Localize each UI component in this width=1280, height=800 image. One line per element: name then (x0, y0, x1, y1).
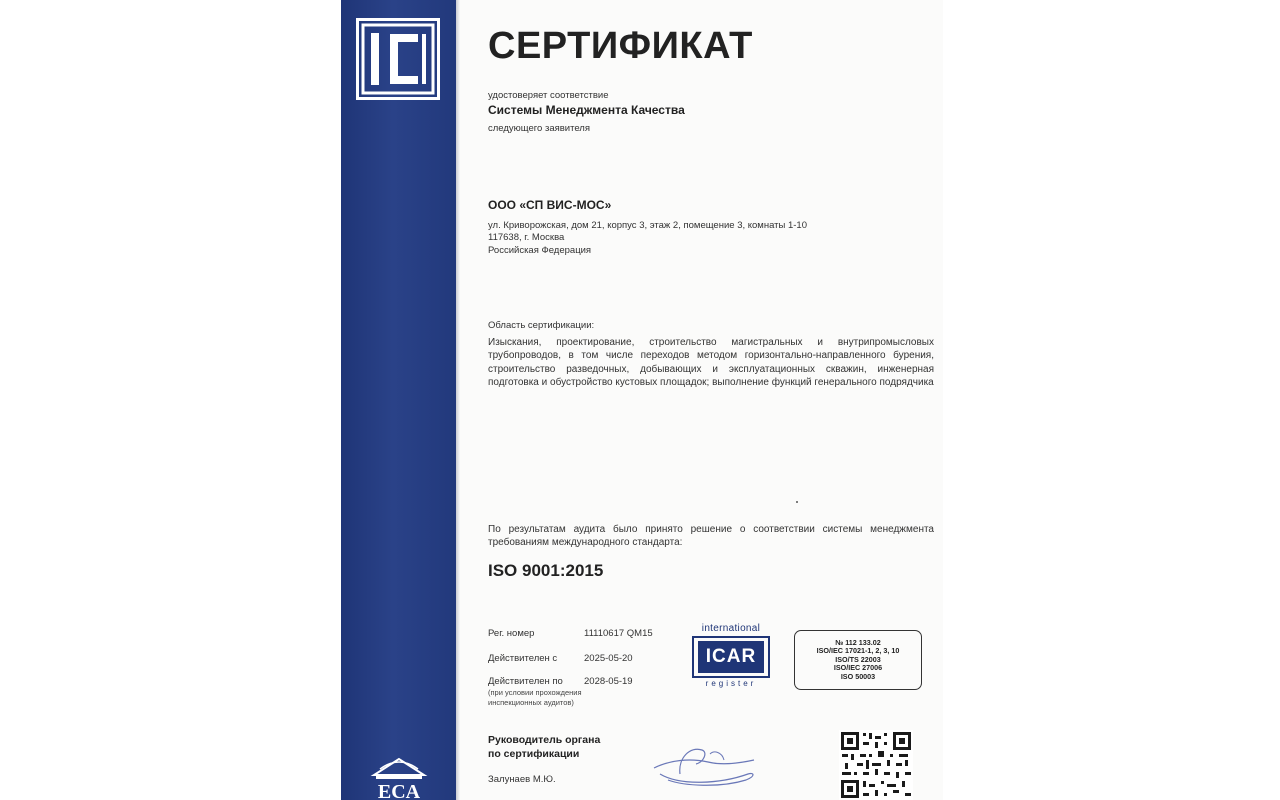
band-edge-shadow (456, 0, 460, 800)
address-line1: ул. Криворожская, дом 21, корпус 3, этаж 2, помещение 3, комнаты 1-10 (488, 220, 807, 231)
valid-from-value: 2025-05-20 (584, 653, 633, 664)
icar-logo (690, 624, 772, 694)
speck (796, 501, 798, 503)
accreditation-line: ISO/IEC 27006 (833, 663, 883, 673)
qr-code-icon (839, 730, 913, 800)
valid-from-label: Действителен с (488, 653, 558, 664)
reg-label: Рег. номер (488, 628, 535, 639)
icar-name: ICAR (698, 641, 764, 673)
scope-text: Изыскания, проектирование, строительство магистральных и внутрипромысловых трубопроводов, в том числе переходов методом горизонтально-направленного бурения, строительство разведочных, добывающих и эксплуатационных скважин, инженерная подготовка и обустройство кустовых площадок; выполнение функций генерального подрядчика (488, 337, 934, 389)
ic-logo-icon (356, 18, 440, 100)
applicant-intro: следующего заявителя (488, 123, 590, 134)
signature-icon (650, 740, 762, 792)
eca-logo-text: ECA (377, 781, 421, 800)
audit-text: По результатам аудита было принято решение о соответствии системы менеджмента требованиям международного стандарта: (488, 524, 934, 549)
eca-logo-icon (360, 755, 438, 800)
signatory-name: Залунаев М.Ю. (488, 774, 556, 785)
accreditation-line: ISO/IEC 17021-1, 2, 3, 10 (816, 646, 900, 656)
blue-side-band (341, 0, 456, 800)
address-country: Российская Федерация (488, 245, 592, 256)
reg-value: 11110617 QM15 (584, 628, 653, 639)
certificate-title: СЕРТИФИКАТ (488, 25, 753, 67)
accreditation-line: ISO/TS 22003 (835, 654, 881, 664)
signatory-title-2: по сертификации (488, 748, 580, 760)
valid-to-value: 2028-05-19 (584, 676, 633, 687)
icar-top-text: international (701, 623, 761, 634)
valid-to-note-1: (при условии прохождения (488, 688, 582, 697)
intro-text: удостоверяет соответствие (488, 90, 609, 101)
scope-label: Область сертификации: (488, 320, 595, 331)
accreditation-box (794, 630, 922, 690)
accreditation-line: № 112 133.02 (835, 637, 881, 647)
icar-box (692, 636, 770, 678)
valid-to-label: Действителен по (488, 676, 563, 687)
signatory-title-1: Руководитель органа (488, 734, 601, 746)
icar-bottom-text: register (705, 679, 757, 688)
address-line2: 117638, г. Москва (488, 232, 565, 243)
iso-standard: ISO 9001:2015 (488, 561, 604, 580)
company-name: ООО «СП ВИС-МОС» (488, 198, 612, 212)
accreditation-line: ISO 50003 (840, 671, 876, 681)
valid-to-note-2: инспекционных аудитов) (488, 698, 574, 707)
system-name: Системы Менеджмента Качества (488, 103, 685, 117)
